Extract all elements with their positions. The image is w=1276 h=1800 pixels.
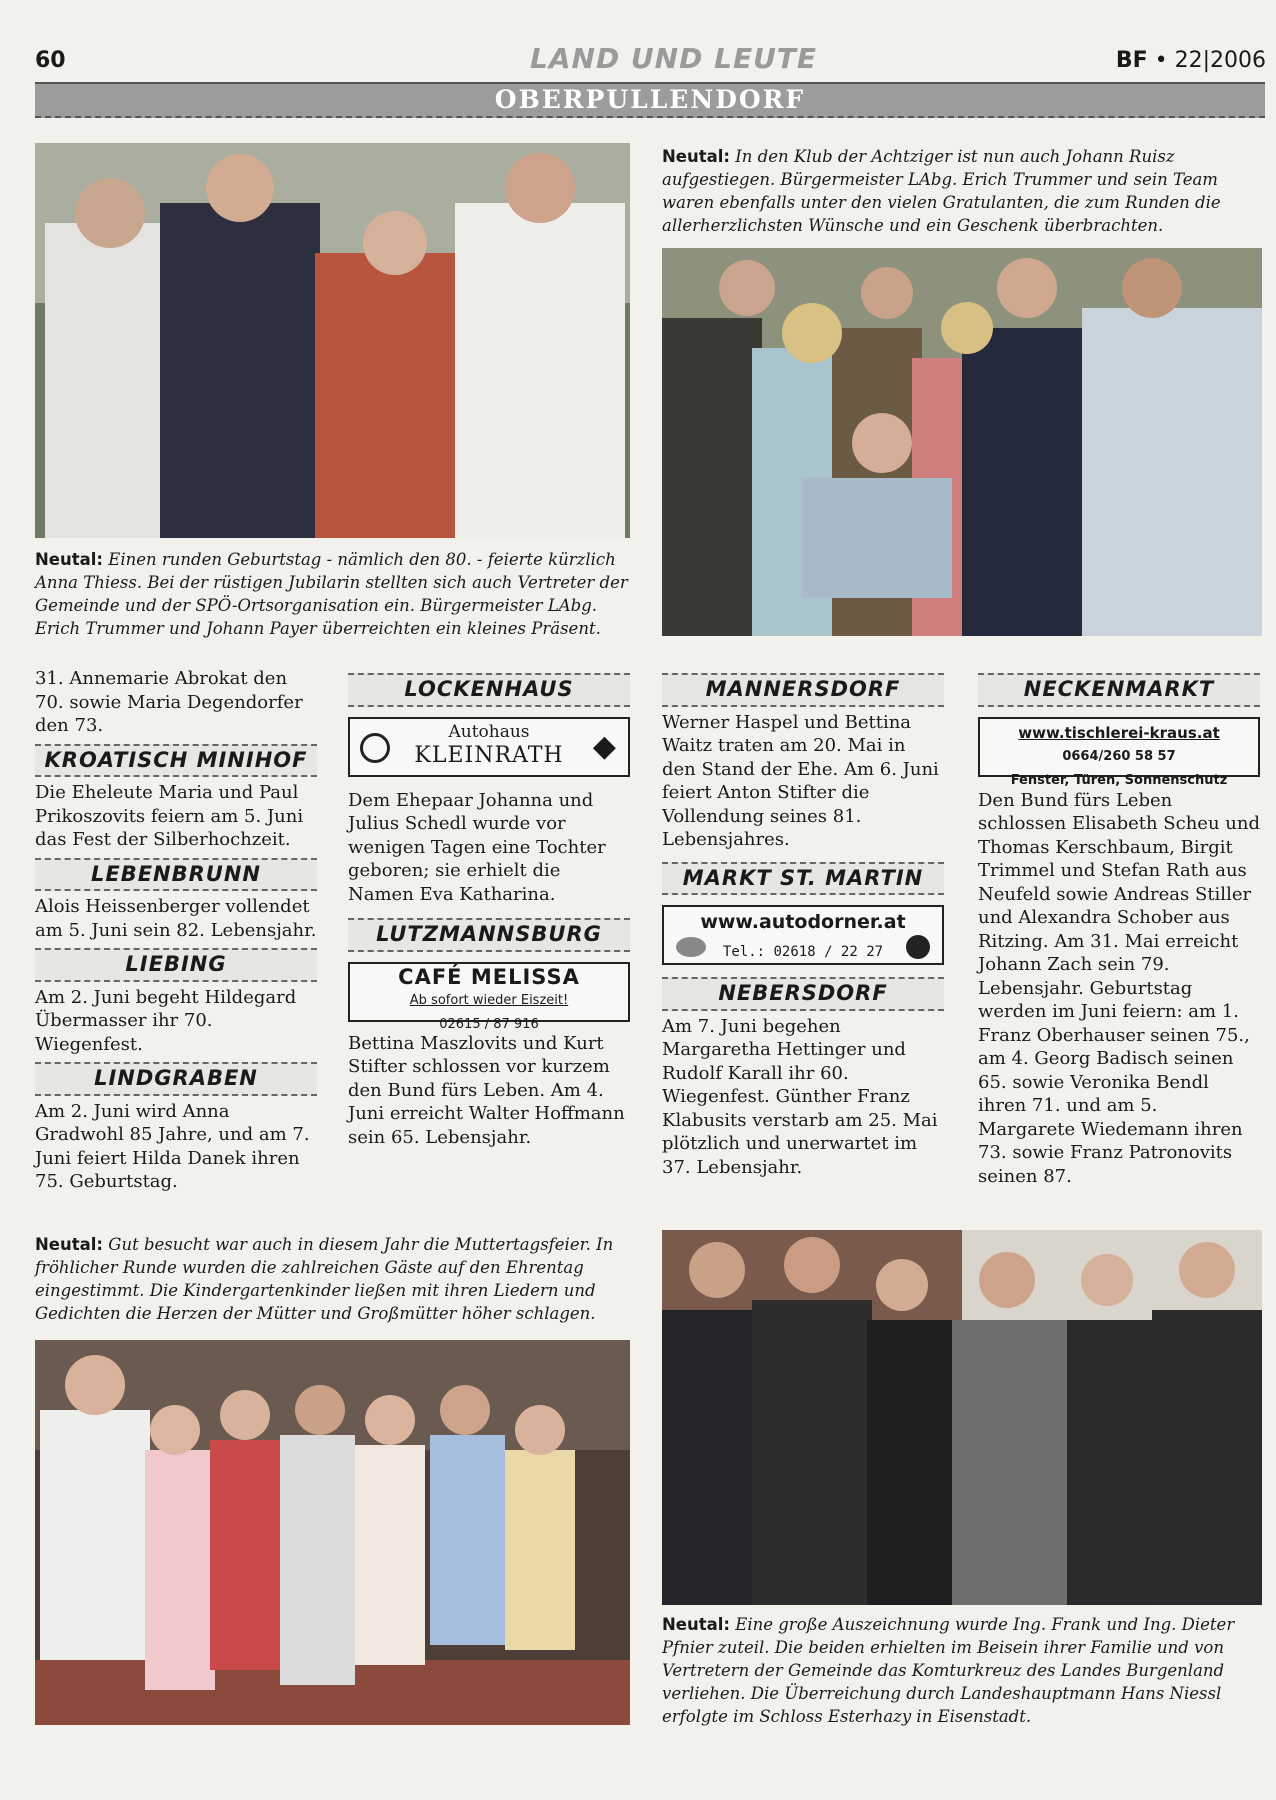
caption-muttertagsfeier (35, 1233, 635, 1325)
skoda-logo-icon (906, 935, 930, 959)
mazda-logo-icon (360, 733, 390, 763)
page-number: 60 (35, 48, 66, 73)
caption-birthday-anna-thiess (35, 548, 635, 640)
ad-tischlerei-services: Fenster, Türen, Sonnenschutz (1010, 772, 1228, 788)
ad-tischlerei-url: www.tischlerei-kraus.at (1018, 723, 1220, 742)
heading-lindgraben: LINDGRABEN (35, 1062, 317, 1096)
nissan-logo-icon (676, 937, 706, 957)
article-text: Den Bund fürs Leben schlossen Elisabeth Scheu und Thomas Kerschbaum, Birgit Trimmel und Stefan Rath aus Neufeld sowie Andreas Stiller und Alexandra Schober aus Ritzing. Am 31. Mai erreicht Johann Zach sein 79. Lebensjahr. Geburtstag werden im Juni feiern: am 1. Franz Oberhauser seinen 75., am 4. Georg Badisch seinen 65. sowie Veronika Bendl ihren 71. und am 5. Margarete Wiedemann ihren 73. sowie Franz Patronovits seinen 87. (978, 789, 1260, 1187)
article-text: Bettina Maszlovits und Kurt Stifter schlossen vor kurzem den Bund fürs Leben. Am 4. Juni erreicht Walter Hoffmann sein 65. Lebensjahr. (348, 1032, 625, 1148)
caption-location: Neutal: (35, 1235, 104, 1254)
ad-autodorner-phone: Tel.: 02618 / 22 27 (722, 943, 884, 960)
ad-tischlerei-phone: 0664/260 58 57 (1062, 749, 1176, 764)
article-text: Am 2. Juni begeht Hildegard Übermasser ihr 70. Wiegenfest. (35, 986, 297, 1055)
ad-cafe-phone: 02615 / 87 916 (439, 1016, 539, 1032)
ad-cafe-name: CAFÉ MELISSA (398, 964, 580, 989)
heading-neckenmarkt: NECKENMARKT (978, 673, 1260, 707)
column-3 (662, 673, 944, 1179)
ad-autohaus-line1: Autohaus (448, 721, 530, 742)
article-text: Die Eheleute Maria und Paul Prikoszovits feiern am 5. Juni das Fest der Silberhochzeit. (35, 782, 304, 850)
caption-location: Neutal: (35, 550, 104, 569)
heading-lebenbrunn: LEBENBRUNN (35, 858, 317, 892)
caption-text: Eine große Auszeichnung wurde Ing. Frank und Ing. Dieter Pfnier zuteil. Die beiden erhielten im Beisein ihrer Familie und von Vertretern der Gemeinde das Komturkreuz des Landes Burgenland verliehen. Die Überreichung durch Landeshauptmann Hans Niessl erfolgte im Schloss Esterhazy in Eisenstadt. (662, 1615, 1235, 1726)
article-text: Alois Heissenberger vollendet am 5. Juni sein 82. Lebensjahr. (35, 896, 317, 941)
caption-location: Neutal: (662, 147, 731, 166)
article-text: Dem Ehepaar Johanna und Julius Schedl wurde vor wenigen Tagen eine Tochter geboren; sie erhielt die Namen Eva Katharina. (348, 789, 606, 905)
caption-text: In den Klub der Achtziger ist nun auch Johann Ruisz aufgestiegen. Bürgermeister LAbg. Erich Trummer und sein Team waren ebenfalls unter den vielen Gratulanten, die zum Runden die allerherzlichsten Wünsche und ein Geschenk überbrachten. (662, 147, 1221, 235)
heading-kroatisch-minihof: KROATISCH MINIHOF (35, 744, 317, 778)
heading-lutzmannsburg: LUTZMANNSBURG (348, 918, 630, 952)
photo-kindergarten-children (35, 1340, 630, 1725)
ad-autohaus-name: KLEINRATH (414, 743, 564, 768)
caption-text: Einen runden Geburtstag - nämlich den 80. - feierte kürzlich Anna Thiess. Bei der rüstigen Jubilarin stellten sich auch Vertreter der Gemeinde und der SPÖ-Ortsorganisation ein. Bürgermeister LAbg. Erich Trummer und Johann Payer überreichten ein kleines Präsent. (35, 550, 628, 638)
photo-birthday-anna-thiess (35, 143, 630, 538)
heading-markt-st-martin: MARKT ST. MARTIN (662, 862, 944, 896)
heading-nebersdorf: NEBERSDORF (662, 977, 944, 1011)
column-4 (978, 673, 1260, 1188)
heading-lockenhaus: LOCKENHAUS (348, 673, 630, 707)
ad-cafe-melissa (348, 962, 630, 1032)
heading-liebing: LIEBING (35, 948, 317, 982)
ad-autodorner (662, 905, 944, 965)
photo-komturkreuz-award (662, 1230, 1262, 1605)
issue-info: BF • 22|2006 (1115, 48, 1266, 73)
column-1 (35, 667, 317, 1194)
column-2 (348, 673, 630, 1149)
ad-tischlerei-kraus (978, 717, 1260, 788)
article-text: 31. Annemarie Abrokat den 70. sowie Maria Degendorfer den 73. (35, 668, 303, 736)
article-text: Am 7. Juni begehen Margaretha Hettinger und Rudolf Karall ihr 60. Wiegenfest. Günther Franz Klabusits verstarb am 25. Mai plötzlich und unerwartet im 37. Lebensjahr. (662, 1015, 938, 1178)
caption-komturkreuz-award (662, 1613, 1262, 1728)
region-banner: OBERPULLENDORF (35, 82, 1265, 118)
article-text: Werner Haspel und Bettina Waitz traten am 20. Mai in den Stand der Ehe. Am 6. Juni feiert Anton Stifter die Vollendung seines 81. Lebensjahres. (662, 711, 939, 850)
caption-text: Gut besucht war auch in diesem Jahr die Muttertagsfeier. In fröhlicher Runde wurden die zahlreichen Gäste auf den Ehrentag eingestimmt. Die Kindergartenkinder ließen mit ihren Liedern und Gedichten die Herzen der Mütter und Großmütter höher schlagen. (35, 1235, 614, 1323)
ad-autohaus-kleinrath (348, 717, 630, 777)
issue-number: 22|2006 (1174, 48, 1266, 73)
caption-location: Neutal: (662, 1615, 731, 1634)
ad-cafe-slogan: Ab sofort wieder Eiszeit! (409, 993, 569, 1008)
photo-birthday-johann-ruisz (662, 248, 1262, 636)
article-text: Am 2. Juni wird Anna Gradwohl 85 Jahre, und am 7. Juni feiert Hilda Danek ihren 75. Geburtstag. (35, 1100, 310, 1192)
renault-logo-icon: ◆ (592, 728, 616, 764)
ad-autodorner-url: www.autodorner.at (700, 911, 906, 933)
caption-birthday-johann-ruisz (662, 145, 1262, 237)
heading-mannersdorf: MANNERSDORF (662, 673, 944, 707)
publication-name: BF (1115, 48, 1148, 73)
section-title: LAND UND LEUTE (530, 42, 818, 75)
